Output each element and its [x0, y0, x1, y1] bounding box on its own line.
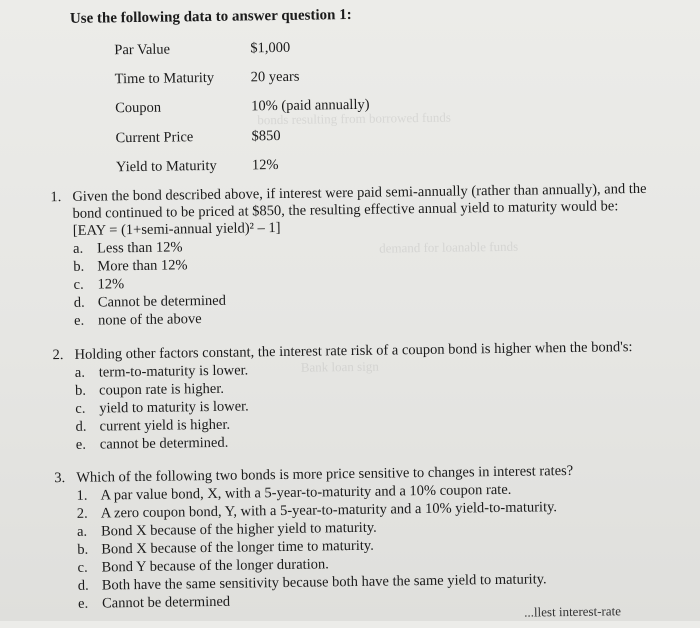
current-price-label: Current Price — [115, 129, 194, 147]
yield-to-maturity-value: 12% — [251, 157, 279, 174]
question-1-option-c: c. 12% — [73, 276, 125, 293]
question-3-line-1: Which of the following two bonds is more price sensitive to changes in interest rates? — [76, 462, 574, 486]
question-2-number: 2. — [52, 347, 64, 364]
question-3-bond-x: 1. A par value bond, X, with a 5-year-to-maturity and a 10% coupon rate. — [76, 481, 512, 504]
question-2-option-a: a. term-to-maturity is lower. — [74, 362, 249, 381]
bleed-through-text: Bank loan sign — [300, 358, 379, 375]
par-value-label: Par Value — [114, 41, 171, 59]
question-1-line-1: Given the bond described above, if interest were paid semi-annually (rather than annually), and the — [72, 180, 647, 205]
par-value-value: $1,000 — [250, 39, 291, 57]
question-3-option-a: a. Bond X because of the higher yield to maturity. — [76, 519, 377, 540]
question-1-option-e: e. none of the above — [74, 311, 202, 329]
yield-to-maturity-label: Yield to Maturity — [115, 157, 217, 176]
question-3-option-e: e. Cannot be determined — [77, 593, 231, 612]
time-to-maturity-value: 20 years — [250, 68, 300, 86]
coupon-label: Coupon — [115, 99, 162, 117]
question-2-option-c: c. yield to maturity is lower. — [75, 398, 249, 417]
question-3-bond-y: 2. A zero coupon bond, Y, with a 5-year-to-maturity and a 10% yield-to-maturity. — [76, 499, 558, 522]
question-3-option-b: b. Bond X because of the longer time to maturity. — [77, 537, 374, 558]
question-2-option-d: d. current yield is higher. — [75, 416, 231, 435]
question-3-number: 3. — [54, 470, 66, 487]
question-1-option-b: b. More than 12% — [73, 257, 188, 275]
question-1-option-d: d. Cannot be determined — [73, 292, 227, 311]
question-2-option-e: e. cannot be determined. — [75, 434, 229, 453]
coupon-value: 10% (paid annually) — [251, 96, 370, 115]
time-to-maturity-label: Time to Maturity — [114, 69, 215, 88]
current-price-value: $850 — [251, 127, 281, 145]
question-3-option-c: c. Bond Y because of the longer duration. — [77, 556, 329, 576]
bleed-through-text: bonds resulting from borrowed funds — [257, 109, 451, 128]
question-1-line-2: bond continued to be priced at $850, the resulting effective annual yield to maturity would be: — [72, 198, 619, 222]
question-2-option-b: b. coupon rate is higher. — [74, 380, 225, 399]
cut-off-text: ...llest interest-rate — [524, 603, 622, 620]
question-3-option-d: d. Both have the same sensitivity because both have the same yield to maturity. — [77, 571, 547, 594]
question-1-formula: [EAY = (1+semi-annual yield)² – 1] — [72, 219, 281, 239]
question-2-line-1: Holding other factors constant, the interest rate risk of a coupon bond is higher when the bond's: — [74, 339, 633, 363]
question-1-option-a: a. Less than 12% — [73, 239, 183, 257]
bleed-through-text: demand for loanable funds — [379, 238, 519, 256]
question-1-number: 1. — [50, 189, 62, 206]
page-heading: Use the following data to answer question 1: — [69, 6, 352, 27]
